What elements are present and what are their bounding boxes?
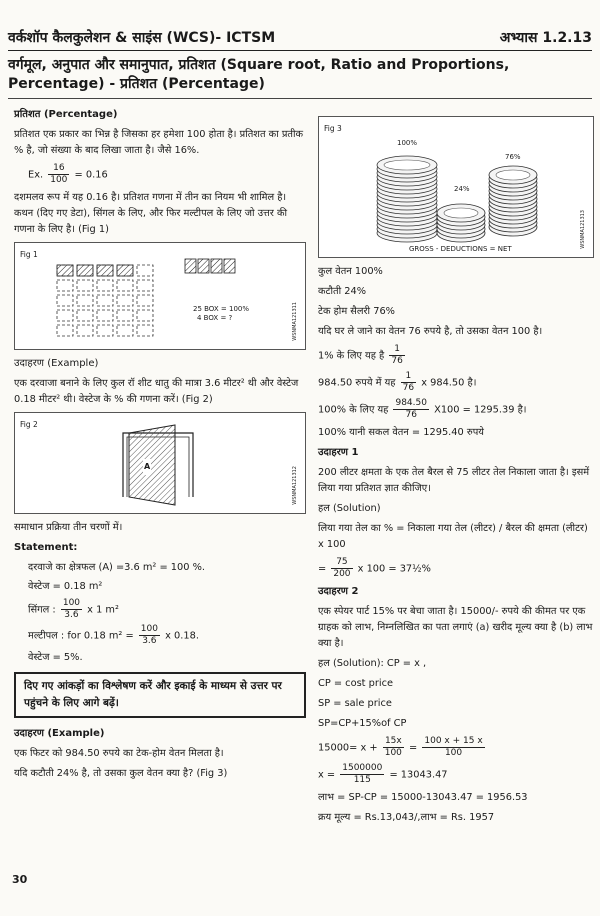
ex-denominator: 100 — [50, 175, 68, 185]
right-column — [318, 104, 594, 830]
example1-label: उदाहरण 1 — [318, 447, 359, 458]
solution1-num: 75 — [331, 557, 352, 569]
equation-1: 15000= x + $\frac{15x}{100}$ = $\frac{100 x + 15 x}{100}$ — [318, 736, 483, 758]
for-100-den: 76 — [405, 410, 417, 420]
coin-face — [384, 160, 430, 170]
for-984-num: 1 — [401, 371, 416, 383]
eq2-den: 115 — [353, 775, 371, 785]
fig1-code: WSNMA121311 — [292, 302, 298, 341]
deduction-line: कटौती 24% — [318, 286, 367, 297]
sp-definition: SP = sale price — [318, 698, 392, 709]
profit-line: लाभ = SP-CP = 15000-13043.47 = 1956.53 — [318, 792, 528, 803]
take-home-line: टेक होम सैलरी 76% — [318, 306, 395, 317]
example2-label: उदाहरण (Example) — [14, 728, 105, 739]
fig1-sample-box — [211, 259, 222, 273]
stmt-single — [28, 598, 306, 621]
eq2-fraction — [340, 763, 384, 786]
section-title: प्रतिशत (Percentage) — [14, 109, 118, 120]
one-percent-line — [318, 344, 594, 367]
fig1-grid-cell — [97, 325, 113, 336]
example2r-label: उदाहरण 2 — [318, 586, 359, 597]
intro-paragraph: प्रतिशत एक प्रकार का भिन्न है जिसका हर हमेशा 100 होता है। प्रतिशत का प्रतीक % है, जो संख्या के बाद लिखा जाता है। जैसे 16%. — [14, 129, 304, 156]
fig1-grid-cell — [77, 280, 93, 291]
fig2-door-drawing — [15, 413, 305, 513]
stmt-multiple-den: 3.6 — [142, 636, 157, 646]
exercise-number: अभ्यास 1.2.13 — [499, 30, 592, 46]
for-984-fraction — [401, 371, 416, 394]
solution1-fraction — [331, 557, 352, 580]
eq1-f2-den: 100 — [444, 748, 463, 758]
stmt-door: दरवाजे का क्षेत्रफल (A) =3.6 m² = 100 %. — [28, 562, 206, 573]
figure-2 — [14, 412, 306, 514]
fig1-sample-box — [185, 259, 196, 273]
solution1-text: लिया गया तेल का % = निकाला गया तेल (लीटर) / बैरल की क्षमता (लीटर) x 100 — [318, 523, 588, 550]
solution2-line: हल (Solution): CP = x , — [318, 658, 427, 669]
eq1-f2-num: 100 x + 15 x — [424, 736, 483, 746]
fig2-door-label: A — [143, 459, 151, 475]
stmt-single-num: 100 — [62, 598, 81, 608]
solution1-tail: x 100 = 37½% — [357, 563, 431, 575]
fig1-grid-cell — [117, 310, 133, 321]
figure-3 — [318, 116, 594, 258]
gross-result-line: 100% यानी सकल वेतन = 1295.40 रुपये — [318, 427, 484, 438]
example2-line2: यदि कटौती 24% है, तो उसका कुल वेतन क्या है? (Fig 3) — [14, 768, 228, 779]
stmt-single-label: सिंगल : — [28, 604, 56, 616]
for-100-tail: X100 = 1295.39 है। — [434, 404, 527, 416]
eq1-pre: 15000= x + — [318, 742, 378, 754]
stmt-multiple-tail: x 0.18. — [165, 630, 199, 642]
example2-line1: एक फिटर को 984.50 रुपये का टेक-होम वेतन मिलता है। — [14, 748, 224, 759]
fig1-hatched-box — [97, 265, 113, 276]
fig1-grid-cell — [57, 280, 73, 291]
fig1-sample-box — [224, 259, 235, 273]
stmt-wastage: वेस्टेज = 0.18 m² — [28, 581, 103, 592]
fig3-caption: GROSS - DEDUCTIONS = NET — [409, 245, 512, 253]
coin-stack-24 — [437, 204, 485, 242]
eq1-f1-num: 15x — [383, 736, 404, 748]
example-text: एक दरवाजा बनाने के लिए कुल रॉ शीट धातु की मात्रा 3.6 मीटर² थी और वेस्टेज 0.18 मीटर² थी। वेस्टेज के % की गणना करें। (Fig 2) — [14, 378, 299, 405]
fig1-grid-cell — [117, 325, 133, 336]
solution1-eq: = $\frac{75}{200}$ x 100 = 37½% — [318, 557, 431, 579]
for-984-tail: x 984.50 है। — [421, 377, 477, 389]
fig1-grid-cell — [77, 325, 93, 336]
fig1-notes — [193, 305, 249, 323]
example-fraction — [14, 163, 306, 186]
page-header — [8, 28, 592, 51]
fig1-sample-box — [198, 259, 209, 273]
fig1-grid-cell — [57, 295, 73, 306]
eq2-pre: x = — [318, 769, 336, 781]
example2r-text: एक स्पेयर पार्ट 15% पर बेचा जाता है। 15000/- रुपये की कीमत पर एक ग्राहक को लाभ, निम्नलिखित का पता लगाएं (a) खरीद मूल्य क्या है (b) लाभ क्या है। — [318, 606, 593, 649]
coin-stack-100 — [377, 156, 437, 242]
stmt-single-tail: x 1 m² — [87, 604, 119, 616]
ex-label: Ex. — [28, 169, 44, 181]
fig1-grid-drawing — [15, 243, 305, 349]
left-column — [14, 104, 306, 786]
one-percent-den: 76 — [391, 356, 403, 366]
fig1-grid-cell — [117, 280, 133, 291]
cp-definition: CP = cost price — [318, 678, 394, 689]
ex-result: = 0.16 — [74, 169, 108, 181]
statement-block — [14, 560, 306, 666]
fig1-grid-cell — [137, 325, 153, 336]
fig1-label: Fig 1 — [20, 250, 38, 259]
solution1-label: हल (Solution) — [318, 503, 381, 514]
title-divider — [8, 98, 592, 99]
fig1-grid-cell — [137, 295, 153, 306]
for-984-pre: 984.50 रुपये में यह — [318, 377, 396, 389]
ratio-line: यदि घर ले जाने का वेतन 76 रुपये है, तो उसका वेतन 100 है। — [318, 326, 543, 337]
stmt-multiple — [28, 624, 306, 647]
page-title: वर्गमूल, अनुपात और समानुपात, प्रतिशत (Square root, Ratio and Proportions, Percentage) - प्रतिशत (Percentage) — [8, 57, 510, 92]
fig1-grid-cell — [137, 310, 153, 321]
eq1-f1-den: 100 — [384, 748, 402, 758]
fig2-label: Fig 2 — [20, 420, 38, 429]
fig1-grid-cell — [117, 295, 133, 306]
solution-text: समाधान प्रक्रिया तीन चरणों में। — [14, 522, 123, 533]
fig1-grid-cell — [77, 295, 93, 306]
fig1-grid-cell — [97, 310, 113, 321]
fig2-code: WSNMA121312 — [292, 466, 298, 505]
instruction-box: दिए गए आंकड़ों का विश्लेषण करें और इकाई के माध्यम से उत्तर पर पहुंचने के लिए आगे बढ़ें। — [14, 672, 306, 718]
decimal-paragraph: दशमलव रूप में यह 0.16 है। प्रतिशत गणना में तीन का नियम भी शामिल है। कथन (दिए गए डेटा), सिंगल के लिए, और फिर मल्टीपल के लिए जो उत्तर की गणना के लिए है। (Fig 1) — [14, 192, 288, 235]
solution1-den: 200 — [333, 569, 351, 579]
fig1-grid-cell — [137, 280, 153, 291]
fig3-percent-24: 24% — [454, 185, 470, 193]
equation-2 — [318, 763, 594, 786]
for-100-fraction — [393, 398, 429, 421]
gross-salary-line: कुल वेतन 100% — [318, 266, 383, 277]
example-label: उदाहरण (Example) — [14, 358, 99, 369]
for-100-pre: 100% के लिए यह — [318, 404, 389, 416]
fig1-note1: 25 BOX = 100% — [193, 305, 249, 313]
for-984-line — [318, 371, 594, 394]
coin-face — [496, 170, 530, 180]
coin-stack-76 — [489, 166, 537, 236]
ex-fraction — [48, 163, 69, 186]
fig1-note2: 4 BOX = ? — [197, 314, 233, 322]
final-line: क्रय मूल्य = Rs.13,043/,लाभ = Rs. 1957 — [318, 812, 495, 823]
book-title: वर्कशॉप कैलकुलेशन & साइंस (WCS)- ICTSM — [8, 30, 276, 46]
fig1-grid-cell — [137, 265, 153, 276]
one-percent-num: 1 — [389, 344, 404, 356]
coin-face — [444, 208, 478, 218]
stmt-result: वेस्टेज = 5%. — [28, 652, 83, 663]
for-984-den: 76 — [402, 383, 415, 393]
fig1-grid-cell — [57, 325, 73, 336]
eq1-fraction-1 — [383, 736, 404, 759]
stmt-multiple-num: 100 — [140, 624, 158, 634]
figure-1 — [14, 242, 306, 350]
fig3-code: WSNMA121313 — [580, 210, 586, 249]
fig3-label: Fig 3 — [324, 124, 342, 133]
stmt-multiple-label: मल्टीपल : for 0.18 m² = — [28, 630, 134, 642]
fig1-grid-cell — [77, 310, 93, 321]
one-percent-pre: 1% के लिए यह है — [318, 350, 385, 362]
for-100-num: 984.50 — [395, 398, 427, 408]
page-number: 30 — [12, 873, 28, 886]
stmt-multiple-fraction — [139, 624, 160, 647]
sp-equation: SP=CP+15%of CP — [318, 718, 407, 729]
fig1-hatched-box — [77, 265, 93, 276]
fig1-grid-cell — [97, 295, 113, 306]
ex-numerator: 16 — [48, 163, 69, 175]
stmt-single-den: 3.6 — [64, 610, 79, 620]
fig1-grid-cell — [97, 280, 113, 291]
eq2-tail: = 13043.47 — [389, 769, 448, 781]
example1-text: 200 लीटर क्षमता के एक तेल बैरल से 75 लीटर तेल निकाला जाता है। इसमें लिया गया प्रतिशत ज्ञात कीजिए। — [318, 467, 590, 494]
fig1-hatched-box — [57, 265, 73, 276]
fig3-percent-100: 100% — [397, 139, 418, 147]
stmt-single-fraction — [61, 598, 82, 621]
fig1-grid-cell — [57, 310, 73, 321]
fig1-hatched-box — [117, 265, 133, 276]
for-100-line — [318, 398, 594, 421]
eq1-fraction-2 — [422, 736, 484, 759]
eq2-num: 1500000 — [342, 763, 383, 773]
one-percent-fraction — [389, 344, 404, 367]
fig3-percent-76: 76% — [505, 153, 521, 161]
statement-label: Statement: — [14, 542, 78, 553]
